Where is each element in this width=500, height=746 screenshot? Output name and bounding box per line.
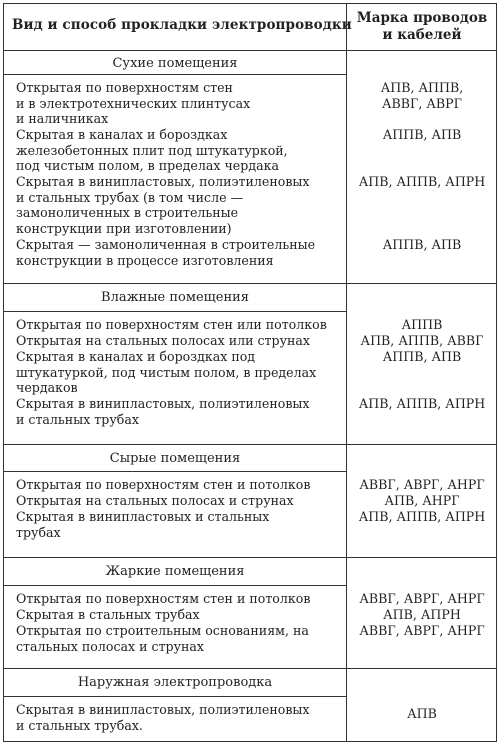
method-text: Скрытая — замоноличенная в строительные конструкции в процессе изготовления: [16, 237, 316, 268]
section-divider: [4, 74, 346, 75]
brand-text: АППВ, АПВ: [382, 349, 462, 364]
brand-text: АППВ, АПВ: [382, 237, 462, 252]
brand-text: АВВГ, АВРГ, АНРГ: [359, 591, 485, 606]
section-separator: [4, 283, 496, 284]
method-text: Скрытая в винипластовых, полиэтиленовых и стальных трубах: [16, 396, 310, 427]
brand-text: АВВГ, АВРГ, АНРГ: [359, 623, 485, 638]
header-divider: [4, 50, 496, 51]
section-separator: [4, 668, 496, 669]
method-text: Скрытая в каналах и бороздках под штукатуркой, под чистым полом, в пределах чердаков: [16, 349, 317, 396]
header-brands: Марка проводов и кабелей: [356, 10, 488, 43]
section-divider: [4, 311, 346, 312]
brand-text: АПВ, АППВ, АПРН: [358, 509, 486, 524]
section-separator: [4, 557, 496, 558]
brand-text: АПВ, АППВ, АПРН: [358, 396, 486, 411]
section-title-damp: Сырые помещения: [109, 451, 241, 466]
method-text: Открытая по поверхностям стен и потолков: [16, 591, 311, 606]
brand-text: АПВ, АПРН: [383, 607, 461, 622]
method-text: Открытая по поверхностям стен и в электротехнических плинтусах и наличниках: [16, 80, 251, 127]
method-text: Открытая по строительным основаниям, на стальных полосах и струнах: [16, 623, 309, 654]
method-text: Скрытая в винипластовых и стальных трубах: [16, 509, 270, 540]
method-text: Открытая по поверхностям стен и потолков: [16, 477, 311, 492]
brand-text: АПВ, АНРГ: [384, 493, 460, 508]
method-text: Скрытая в винипластовых, полиэтиленовых и стальных трубах.: [16, 702, 310, 733]
brand-text: АПВ: [407, 706, 437, 721]
wiring-table: [3, 3, 497, 742]
method-text: Скрытая в каналах и бороздках железобетонных плит под штукатуркой, под чистым полом, в пределах чердака: [16, 127, 288, 174]
brand-text: АПВ, АППВ, АВВГ, АВРГ: [380, 80, 464, 111]
method-text: Скрытая в винипластовых, полиэтиленовых и стальных трубах (в том числе — замоноличенных в строительные конструкции при изготовлении): [16, 174, 310, 236]
section-title-humid: Влажные помещения: [101, 290, 249, 305]
section-title-dry: Сухие помещения: [112, 56, 238, 71]
section-divider: [4, 585, 346, 586]
method-text: Открытая на стальных полосах или струнах: [16, 333, 310, 348]
section-divider: [4, 696, 346, 697]
brand-text: АПВ, АППВ, АПРН: [358, 174, 486, 189]
method-text: Открытая по поверхностям стен или потолков: [16, 317, 327, 332]
method-text: Открытая на стальных полосах и струнах: [16, 493, 294, 508]
header-method: Вид и способ прокладки электропроводки: [12, 17, 352, 33]
brand-text: АПВ, АППВ, АВВГ: [360, 333, 484, 348]
section-title-outdoor: Наружная электропроводка: [77, 675, 273, 690]
method-text: Скрытая в стальных трубах: [16, 607, 200, 622]
brand-text: АППВ, АПВ: [382, 127, 462, 142]
section-title-hot: Жаркие помещения: [105, 564, 245, 579]
brand-text: АВВГ, АВРГ, АНРГ: [359, 477, 485, 492]
brand-text: АППВ: [401, 317, 443, 332]
section-divider: [4, 471, 346, 472]
section-separator: [4, 444, 496, 445]
